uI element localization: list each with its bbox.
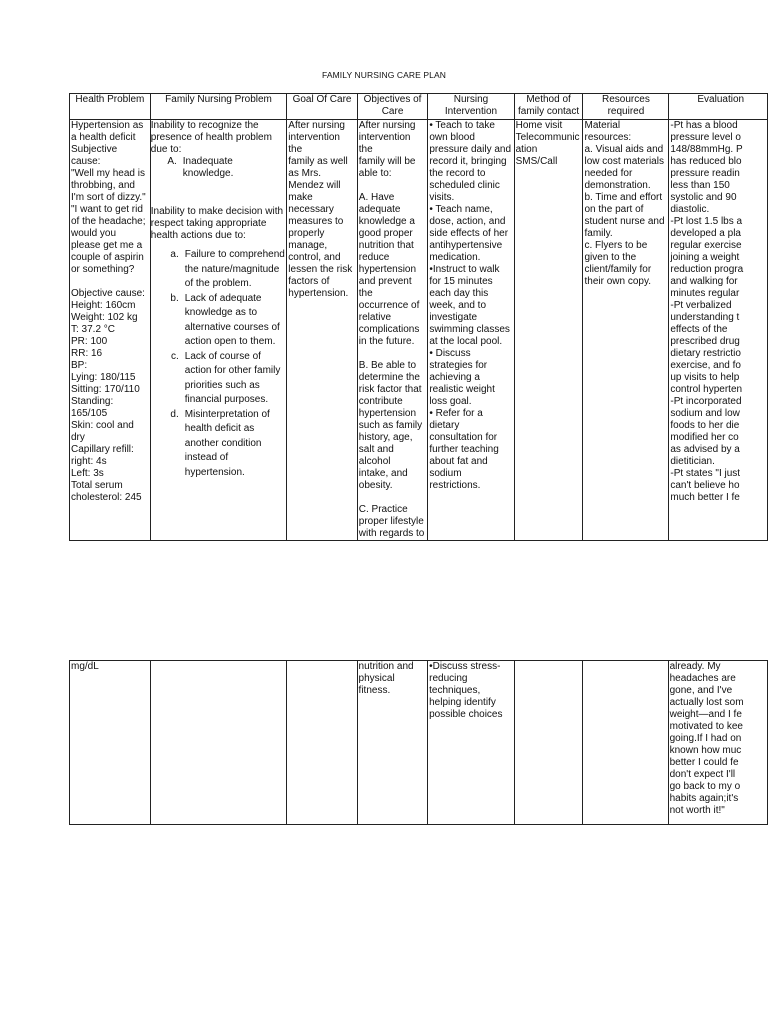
header-health-problem: Health Problem xyxy=(70,94,151,120)
family-problem-list-1 xyxy=(151,156,286,180)
resources-required-cell xyxy=(582,661,668,825)
health-problem-cell: mg/dL xyxy=(70,661,151,825)
header-goal-of-care: Goal Of Care xyxy=(287,94,358,120)
header-nursing-intervention: Nursing Intervention xyxy=(428,94,514,120)
list-item: c. Lack of course of action for other family priorities such as financial purposes. xyxy=(170,350,281,405)
family-problem-intro-2: Inability to make decision with respect taking appropriate health actions due to: xyxy=(150,206,284,241)
evaluation-cell: already. My headaches are gone, and I've actually lost som weight—and I fe motivated to kee going.If I had on known how muc better I could fe don't expect I'll go back to my o habits again;it's not worth it!" xyxy=(668,661,767,825)
method-of-family-contact-cell xyxy=(514,661,582,825)
header-method-of-family-contact: Method of family contact xyxy=(514,94,583,120)
list-item: a. Failure to comprehend the nature/magnitude of the problem. xyxy=(170,249,285,289)
list-item: d. Misinterpretation of health deficit as another condition instead of hypertension. xyxy=(170,408,270,478)
objectives-of-care-cell: nutrition and physical fitness. xyxy=(357,661,428,825)
header-family-nursing-problem: Family Nursing Problem xyxy=(150,94,287,120)
method-of-family-contact-cell: Home visit Telecommunic ation SMS/Call xyxy=(514,120,583,541)
objectives-of-care-cell: After nursing intervention the family will be able to: A. Have adequate knowledge a good proper nutrition that reduce hypertension and prevent the occurrence of relative complications in the future. B. Be able to determine the risk factor that contribute hypertension such as family history, age, salt and alcohol intake, and obesity. C. Practice proper lifestyle with regards to xyxy=(357,120,428,541)
nursing-intervention-cell: • Teach to take own blood pressure daily and record it, bringing the record to scheduled clinic visits. • Teach name, dose, action, and side effects of her antihypertensive medication. •Instruct to walk for 15 minutes each day this week, and to investigate swimming classes at the local pool. • Discuss strategies for achieving a realistic weight loss goal. • Refer for a dietary consultation for further teaching about fat and sodium restrictions. xyxy=(428,120,514,541)
table-row xyxy=(70,120,768,541)
header-evaluation: Evaluation xyxy=(669,94,768,120)
family-problem-list-2 xyxy=(151,248,286,480)
family-nursing-problem-cell xyxy=(150,120,287,541)
resources-required-cell: Material resources: a. Visual aids and low cost materials needed for demonstration. b. Time and effort on the part of student nurse and family. c. Flyers to be given to the client/family for their own copy. xyxy=(583,120,669,541)
care-plan-table-continued xyxy=(69,660,768,825)
list-item: b. Lack of adequate knowledge as to alternative courses of action open to them. xyxy=(170,292,280,347)
goal-of-care-cell: After nursing intervention the family as well as Mrs. Mendez will make necessary measures to properly manage, control, and lessen the risk factors of hypertension. xyxy=(287,120,358,541)
header-resources-required: Resources required xyxy=(583,94,669,120)
family-nursing-problem-cell xyxy=(151,661,287,825)
nursing-intervention-cell: •Discuss stress- reducing techniques, helping identify possible choices xyxy=(428,661,515,825)
header-row xyxy=(70,94,768,120)
health-problem-cell: Hypertension as a health deficit Subjective cause: "Well my head is throbbing, and I'm sort of dizzy." "I want to get rid of the headache; would you please get me a couple of aspirin or something? Objective cause: Height: 160cm Weight: 102 kg T: 37.2 °C PR: 100 RR: 16 BP: Lying: 180/115 Sitting: 170/110 Standing: 165/105 Skin: cool and dry Capillary refill: right: 4s Left: 3s Total serum cholesterol: 245 xyxy=(70,120,151,541)
list-item: A. Inadequate knowledge. xyxy=(167,156,234,179)
family-problem-intro-1: Inability to recognize the presence of health problem due to: xyxy=(150,120,272,155)
care-plan-table xyxy=(69,93,768,541)
page-title: FAMILY NURSING CARE PLAN xyxy=(322,70,446,80)
header-objectives-of-care: Objectives of Care xyxy=(357,94,428,120)
evaluation-cell: -Pt has a blood pressure level o 148/88mmHg. P has reduced blo pressure readin less than 150 systolic and 90 diastolic. -Pt lost 1.5 lbs a developed a pla regular exercise joining a weight reduction progra and walking for minutes regular -Pt verbalized understanding t effects of the prescribed drug dietary restrictio exercise, and fo up visits to help control hyperten -Pt incorporated sodium and low foods to her die modified her co as advised by a dietitician. -Pt states "I just can't believe ho much better I fe xyxy=(669,120,768,541)
goal-of-care-cell xyxy=(287,661,357,825)
table-row xyxy=(70,661,768,825)
